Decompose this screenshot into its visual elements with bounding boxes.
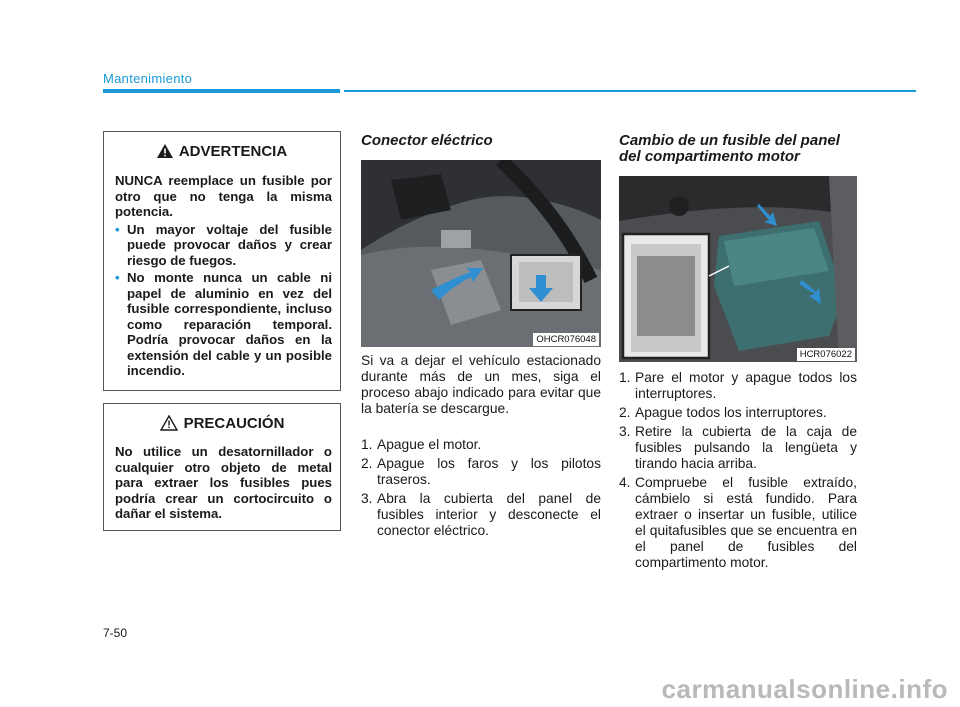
step-item <box>619 475 857 571</box>
step-text: Apague los faros y los pilotos traseros. <box>377 456 601 487</box>
step-number: 2. <box>619 405 631 420</box>
caution-triangle-icon <box>160 415 178 431</box>
step-number: 1. <box>361 437 373 452</box>
page-number: 7-50 <box>103 626 128 640</box>
step-item <box>361 491 601 539</box>
step-text: Retire la cubierta de la caja de fusibles pulsando la lengüeta y tirando hacia arriba. <box>635 424 857 471</box>
dashboard-illustration <box>361 160 601 347</box>
step-text: Pare el motor y apague todos los interruptores. <box>635 370 857 401</box>
header-rule-thin <box>344 90 916 92</box>
step-number: 4. <box>619 475 631 490</box>
step-text: Apague el motor. <box>377 437 482 452</box>
middle-steps-list <box>361 437 601 542</box>
step-number: 3. <box>619 424 631 439</box>
step-item <box>361 437 601 453</box>
warning-bullet-text: No monte nunca un cable ni papel de aluminio en vez del fusible correspondiente, incluso como reparación temporal. Podría provocar daños en la extensión del cable y un posible incendio. <box>127 270 332 378</box>
warning-body <box>104 173 340 379</box>
step-number: 2. <box>361 456 373 471</box>
bullet-dot-icon: • <box>115 221 120 237</box>
warning-bullet <box>115 270 332 379</box>
bullet-dot-icon: • <box>115 270 120 285</box>
warning-box <box>103 131 341 391</box>
middle-paragraph <box>361 353 601 417</box>
warning-triangle-icon <box>157 144 173 158</box>
step-item <box>619 405 857 421</box>
watermark: carmanualsonline.info <box>661 674 948 704</box>
step-item <box>619 370 857 402</box>
warning-bullet-text: Un mayor voltaje del fusible puede provocar daños y crear riesgo de fuegos. <box>127 221 332 268</box>
right-heading: Cambio de un fusible del panel del compartimento motor <box>619 132 840 165</box>
step-item <box>361 456 601 488</box>
step-text: Compruebe el fusible extraído, cámbielo si está fundido. Para extraer o insertar un fusible, utilice el quitafusibles que se encuentra en el panel de fusibles del compartimento motor. <box>635 475 857 570</box>
step-item <box>619 424 857 472</box>
step-number: 3. <box>361 491 373 506</box>
right-steps-list <box>619 370 857 574</box>
warning-title: ADVERTENCIA <box>178 142 288 160</box>
header-rule-thick <box>103 89 340 93</box>
engine-fuse-box-photo <box>619 176 857 362</box>
section-title: Mantenimiento <box>103 71 193 86</box>
warning-box-header <box>104 132 340 170</box>
dashboard-fuse-panel-photo <box>361 160 601 347</box>
caution-text: No utilice un desatornillador o cualquier otro objeto de metal para extraer los fusibles pues podría crear un cortocircuito o dañar el sistema. <box>115 444 332 521</box>
storage-paragraph: Si va a dejar el vehículo estacionado durante más de un mes, siga el proceso abajo indicado para evitar que la batería se descargue. <box>361 353 601 416</box>
engine-bay-illustration <box>619 176 857 362</box>
step-text: Apague todos los interruptores. <box>635 405 827 420</box>
step-number: 1. <box>619 370 631 385</box>
image-code-label: OHCR076048 <box>533 333 599 346</box>
step-text: Abra la cubierta del panel de fusibles interior y desconecte el conector eléctrico. <box>377 491 601 538</box>
caution-title: PRECAUCIÓN <box>183 414 285 432</box>
caution-body <box>104 444 340 522</box>
caution-box-header <box>104 404 340 442</box>
image-code-label: HCR076022 <box>797 348 855 361</box>
caution-box <box>103 403 341 531</box>
warning-bullet <box>115 222 332 269</box>
warning-intro: NUNCA reemplace un fusible por otro que no tenga la misma potencia. <box>115 173 332 219</box>
middle-heading: Conector eléctrico <box>361 132 493 149</box>
